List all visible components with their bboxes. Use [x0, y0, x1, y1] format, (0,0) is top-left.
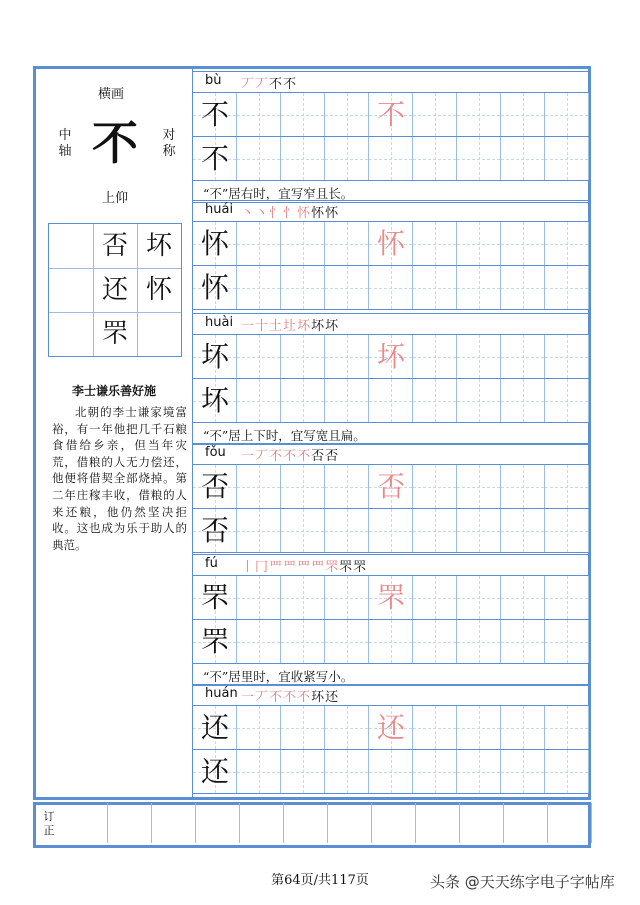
correction-cell[interactable]: [372, 803, 416, 843]
stroke-order: [241, 686, 339, 705]
practice-cell[interactable]: [325, 335, 369, 378]
practice-cell[interactable]: [325, 222, 369, 265]
practice-cell[interactable]: [545, 750, 589, 793]
practice-cell[interactable]: [501, 379, 545, 422]
stroke-step: 环: [311, 690, 326, 705]
practice-cell[interactable]: [325, 465, 369, 508]
stroke-step: 一: [241, 319, 256, 334]
correction-cell[interactable]: [152, 803, 196, 843]
practice-cell[interactable]: [413, 335, 457, 378]
practice-cell[interactable]: [237, 379, 281, 422]
model-char: 否: [200, 514, 229, 547]
practice-cell[interactable]: [545, 576, 589, 619]
stroke-step: 不: [269, 77, 284, 92]
pinyin-row: [193, 313, 588, 335]
stroke-step: 丶: [241, 206, 256, 221]
practice-cell[interactable]: [281, 335, 325, 378]
practice-cell[interactable]: [501, 266, 545, 309]
practice-cell[interactable]: [545, 509, 589, 552]
practice-cell[interactable]: [281, 509, 325, 552]
practice-cell[interactable]: [281, 706, 325, 749]
stroke-step: 还: [325, 690, 340, 705]
hero-right-label: 对称: [162, 128, 176, 159]
practice-cell[interactable]: [413, 576, 457, 619]
practice-cell[interactable]: [369, 266, 413, 309]
stroke-step: 丆: [255, 449, 270, 464]
correction-cell[interactable]: [328, 803, 372, 843]
stroke-step: 坏: [325, 319, 340, 334]
related-char: 否: [101, 231, 128, 261]
stroke-step: 冂: [255, 560, 270, 575]
practice-grid-row: [193, 576, 588, 620]
practice-cell[interactable]: [501, 750, 545, 793]
practice-cell[interactable]: [325, 576, 369, 619]
practice-cell[interactable]: [281, 465, 325, 508]
stroke-order: [241, 73, 297, 92]
practice-cell[interactable]: [545, 93, 589, 136]
practice-cell[interactable]: [501, 335, 545, 378]
practice-grid-row: [193, 266, 588, 310]
model-char: 怀: [200, 227, 229, 260]
pinyin: huài: [205, 315, 234, 330]
practice-cell[interactable]: [545, 266, 589, 309]
stroke-step: 土: [269, 319, 284, 334]
pinyin-row: [193, 554, 588, 576]
practice-cell[interactable]: [413, 379, 457, 422]
pinyin: fǒu: [205, 445, 226, 460]
practice-cell[interactable]: [281, 379, 325, 422]
practice-cell[interactable]: [457, 620, 501, 663]
story-text: 北朝的李士谦家境富裕，有一年他把几千石粮食借给乡亲，但当年灾荒，借粮的人无力偿还，他便将借契全部烧掉。第二年庄稼丰收，借粮的人来还粮，他仍然坚决拒收。这也成为乐于助人的典范。: [52, 405, 187, 552]
stroke-step: 坏: [297, 319, 312, 334]
trace-char: 罘: [376, 581, 405, 614]
practice-cell[interactable]: [501, 137, 545, 180]
trace-char: 怀: [376, 227, 405, 260]
pinyin: huái: [205, 202, 234, 217]
correction-cell[interactable]: [548, 803, 592, 843]
trace-char: 还: [376, 711, 405, 744]
practice-cell[interactable]: [325, 266, 369, 309]
stroke-step: 丨: [241, 560, 256, 575]
practice-cell[interactable]: [237, 93, 281, 136]
stroke-step: 不: [283, 449, 298, 464]
hero-char: 不: [92, 116, 138, 170]
hero-left-label: 中轴: [58, 128, 72, 159]
stroke-step: 一: [241, 449, 256, 464]
model-char: 否: [200, 470, 229, 503]
pinyin: fú: [205, 556, 218, 571]
practice-cell[interactable]: [281, 137, 325, 180]
hero-bottom-label: 上仰: [102, 191, 129, 206]
trace-char: 不: [376, 98, 405, 131]
note-text: “不”居里时，宜收紧写小。: [203, 669, 354, 684]
model-char: 怀: [200, 271, 229, 304]
practice-cell[interactable]: [413, 706, 457, 749]
related-char: 罘: [101, 319, 128, 349]
stroke-order: [241, 556, 367, 575]
practice-cell[interactable]: [501, 509, 545, 552]
stroke-step: 怀: [325, 206, 340, 221]
stroke-step: 十: [255, 319, 270, 334]
practice-cell[interactable]: [545, 222, 589, 265]
stroke-step: 丆: [255, 77, 270, 92]
note-text: “不”居上下时，宜写宽且扁。: [203, 428, 366, 443]
stroke-step: 怀: [297, 206, 312, 221]
practice-cell[interactable]: [501, 465, 545, 508]
practice-cell[interactable]: [237, 620, 281, 663]
stroke-step: 不: [269, 690, 284, 705]
practice-cell[interactable]: [457, 576, 501, 619]
stroke-step: 否: [311, 449, 326, 464]
correction-cell[interactable]: [504, 803, 548, 843]
pinyin-row: [193, 71, 588, 93]
practice-cell[interactable]: [325, 137, 369, 180]
related-char: 怀: [145, 275, 172, 305]
correction-cell[interactable]: [240, 803, 284, 843]
practice-cell[interactable]: [237, 750, 281, 793]
practice-grid-row: [193, 222, 588, 266]
pinyin: bù: [205, 73, 222, 88]
stroke-step: 怀: [311, 206, 326, 221]
practice-cell[interactable]: [413, 620, 457, 663]
stroke-step: 不: [269, 449, 284, 464]
stroke-step: 罒: [311, 560, 326, 575]
practice-cell[interactable]: [325, 93, 369, 136]
practice-cell[interactable]: [237, 509, 281, 552]
practice-cell[interactable]: [325, 750, 369, 793]
note-row: [193, 423, 588, 445]
correction-row: [36, 800, 588, 846]
stroke-step: 罒: [269, 560, 284, 575]
stroke-step: 罘: [325, 560, 340, 575]
correction-cell[interactable]: [196, 803, 240, 843]
practice-cell[interactable]: [457, 93, 501, 136]
practice-cell[interactable]: [281, 750, 325, 793]
stroke-step: 不: [283, 77, 298, 92]
practice-cell[interactable]: [413, 137, 457, 180]
pinyin-row: [193, 443, 588, 465]
practice-cell[interactable]: [237, 266, 281, 309]
practice-cell[interactable]: [457, 465, 501, 508]
pinyin-row: [193, 200, 588, 222]
practice-cell[interactable]: [325, 706, 369, 749]
practice-cell[interactable]: [237, 222, 281, 265]
practice-grid-row: [193, 379, 588, 423]
stroke-step: 忄: [283, 206, 298, 221]
trace-char: 否: [376, 470, 405, 503]
model-char: 坏: [200, 340, 229, 373]
practice-grid-row: [193, 93, 588, 137]
trace-char: 坏: [376, 340, 405, 373]
correction-cell[interactable]: [416, 803, 460, 843]
practice-cell[interactable]: [501, 620, 545, 663]
practice-cell[interactable]: [237, 706, 281, 749]
stroke-step: 不: [283, 690, 298, 705]
practice-cell[interactable]: [325, 620, 369, 663]
practice-grid-row: [193, 137, 588, 181]
practice-cell[interactable]: [281, 93, 325, 136]
stroke-step: 罒: [297, 560, 312, 575]
note-row: [193, 664, 588, 686]
correction-cell[interactable]: [460, 803, 504, 843]
model-char: 坏: [200, 384, 229, 417]
practice-cell[interactable]: [281, 266, 325, 309]
practice-cell[interactable]: [457, 222, 501, 265]
model-char: 不: [200, 98, 229, 131]
correction-label: 订正: [43, 810, 55, 837]
practice-cell[interactable]: [457, 379, 501, 422]
pinyin-row: [193, 684, 588, 706]
stroke-step: 不: [297, 690, 312, 705]
practice-cell[interactable]: [545, 620, 589, 663]
practice-cell[interactable]: [413, 509, 457, 552]
practice-grid-row: [193, 706, 588, 750]
model-char: 不: [200, 142, 229, 175]
practice-cell[interactable]: [457, 137, 501, 180]
stroke-step: 丆: [255, 690, 270, 705]
practice-cell[interactable]: [237, 335, 281, 378]
related-char: 还: [101, 275, 128, 305]
practice-cell[interactable]: [457, 750, 501, 793]
practice-cell[interactable]: [457, 706, 501, 749]
practice-cell[interactable]: [501, 706, 545, 749]
stroke-step: 罘: [339, 560, 354, 575]
practice-grid-row: [193, 620, 588, 664]
stroke-step: 圵: [283, 319, 298, 334]
practice-cell[interactable]: [325, 509, 369, 552]
practice-cell[interactable]: [457, 266, 501, 309]
stroke-step: 一: [241, 690, 256, 705]
practice-cell[interactable]: [457, 509, 501, 552]
model-char: 还: [200, 755, 229, 788]
model-char: 还: [200, 711, 229, 744]
stroke-step: 忄: [269, 206, 284, 221]
practice-cell[interactable]: [325, 379, 369, 422]
practice-cell[interactable]: [413, 465, 457, 508]
practice-cell[interactable]: [413, 266, 457, 309]
practice-cell[interactable]: [369, 509, 413, 552]
stroke-step: 不: [297, 449, 312, 464]
practice-cell[interactable]: [369, 750, 413, 793]
correction-cell[interactable]: [64, 803, 108, 843]
practice-cell[interactable]: [545, 379, 589, 422]
watermark: 头条 @天天练字电子字帖库: [430, 873, 615, 891]
model-char: 罘: [200, 625, 229, 658]
practice-grid-row: [193, 750, 588, 794]
note-text: “不”居右时，宜写窄且长。: [203, 186, 354, 201]
practice-cell[interactable]: [501, 93, 545, 136]
practice-cell[interactable]: [237, 576, 281, 619]
practice-cell[interactable]: [237, 465, 281, 508]
hero-top-label: 横画: [98, 87, 125, 102]
practice-cell[interactable]: [545, 335, 589, 378]
practice-cell[interactable]: [413, 222, 457, 265]
practice-cell[interactable]: [369, 137, 413, 180]
pinyin: huán: [205, 686, 238, 701]
practice-cell[interactable]: [413, 750, 457, 793]
practice-grid-row: [193, 509, 588, 553]
practice-cell[interactable]: [369, 620, 413, 663]
correction-cell[interactable]: [108, 803, 152, 843]
practice-cell[interactable]: [281, 620, 325, 663]
model-char: 罘: [200, 581, 229, 614]
related-chars-grid: [48, 223, 182, 357]
stroke-order: [241, 202, 339, 221]
correction-cell[interactable]: [284, 803, 328, 843]
practice-cell[interactable]: [281, 576, 325, 619]
stroke-step: 丆: [241, 77, 256, 92]
stroke-step: 罒: [283, 560, 298, 575]
practice-cell[interactable]: [545, 706, 589, 749]
practice-cell[interactable]: [281, 222, 325, 265]
related-char: 坏: [145, 231, 172, 261]
practice-grid-row: [193, 335, 588, 379]
practice-cell[interactable]: [237, 137, 281, 180]
stroke-step: 丶: [255, 206, 270, 221]
stroke-step: 否: [325, 449, 340, 464]
stroke-step: 罘: [353, 560, 368, 575]
practice-grid-row: [193, 465, 588, 509]
practice-cell[interactable]: [369, 379, 413, 422]
practice-cell[interactable]: [501, 222, 545, 265]
story-title: 李士谦乐善好施: [71, 384, 156, 398]
page-number: 第64页/共117页: [271, 873, 369, 888]
stroke-step: 坏: [311, 319, 326, 334]
practice-cell[interactable]: [501, 576, 545, 619]
practice-cell[interactable]: [545, 465, 589, 508]
practice-cell[interactable]: [457, 335, 501, 378]
stroke-order: [241, 445, 339, 464]
practice-cell[interactable]: [545, 137, 589, 180]
practice-cell[interactable]: [413, 93, 457, 136]
stroke-order: [241, 315, 339, 334]
